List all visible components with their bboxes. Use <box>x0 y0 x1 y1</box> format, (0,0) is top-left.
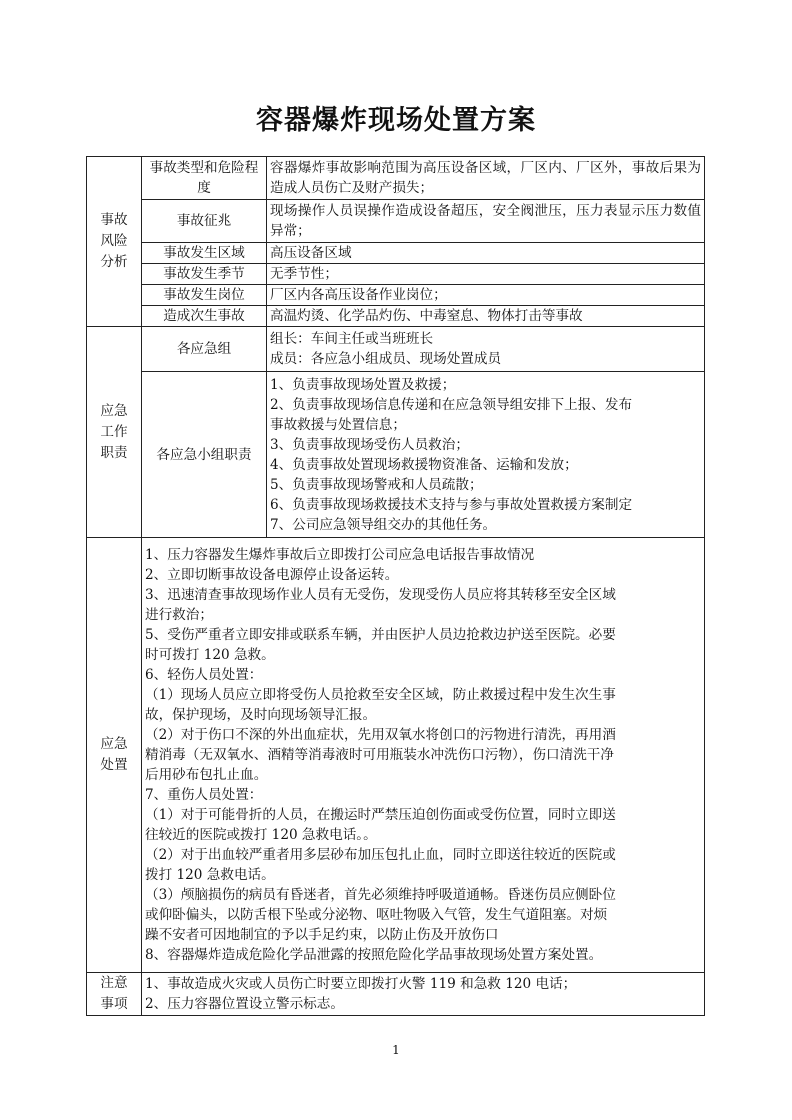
content-line: 3、负责事故现场受伤人员救治； <box>270 436 469 453</box>
response-content <box>142 538 705 973</box>
content-line: 7、公司应急领导组交办的其他任务。 <box>270 516 497 533</box>
content-line: 3、迅速清查事故现场作业人员有无受伤，发现受伤人员应将其转移至安全区域 <box>145 587 616 603</box>
risk-item-label: 事故类型和危险程度 <box>142 157 267 200</box>
group-label: 各应急组 <box>142 327 267 372</box>
risk-item-label: 事故发生区域 <box>142 243 267 264</box>
emergency-response-cell <box>87 538 142 973</box>
content-line: （2）对于出血较严重者用多层砂布加压包扎止血，同时立即送往较近的医院或 <box>145 847 616 863</box>
risk-item-content: 无季节性； <box>267 264 705 285</box>
content-line: 或仰卧偏头，以防舌根下坠或分泌物、呕吐物吸入气管，发生气道阻塞。对烦 <box>145 907 608 923</box>
content-line: （2）对于伤口不深的外出血症状，先用双氧水将创口的污物进行清洗，再用酒 <box>145 727 616 743</box>
risk-item-content: 高温灼烫、化学品灼伤、中毒窒息、物体打击等事故 <box>267 306 705 327</box>
risk-row <box>87 306 705 327</box>
content-line: 2、立即切断事故设备电源停止设备运转。 <box>145 567 399 583</box>
content-line: 4、负责事故处置现场救援物资准备、运输和发放； <box>270 456 578 473</box>
risk-analysis-label: 事故风险分析 <box>100 212 128 270</box>
risk-row <box>87 285 705 306</box>
content-line: （1）现场人员应立即将受伤人员抢救至安全区域，防止救援过程中发生次生事 <box>145 687 616 703</box>
content-line: 6、轻伤人员处置： <box>145 667 263 683</box>
risk-item-content: 高压设备区域 <box>267 243 705 264</box>
duty-row <box>87 327 705 372</box>
risk-item-label: 造成次生事故 <box>142 306 267 327</box>
content-line: 8、容器爆炸造成危险化学品泄露的按照危险化学品事故现场处置方案处置。 <box>145 947 603 963</box>
risk-item-label: 事故征兆 <box>142 200 267 243</box>
emergency-duty-label: 应急工作职责 <box>100 402 128 461</box>
notes-row <box>87 973 705 1016</box>
risk-item-content: 厂区内各高压设备作业岗位； <box>267 285 705 306</box>
tasks-content <box>267 372 705 538</box>
content-line: 进行救治； <box>145 607 213 623</box>
content-line: （1）对于可能骨折的人员，在搬运时严禁压迫创伤面或受伤位置，同时立即送 <box>145 807 616 823</box>
document-title: 容器爆炸现场处置方案 <box>256 105 536 136</box>
content-line: 6、负责事故现场救援技术支持与参与事故处置救援方案制定 <box>270 496 633 513</box>
notes-cell <box>87 973 142 1016</box>
risk-row <box>87 243 705 264</box>
content-line: 往较近的医院或拨打 120 急救电话。。 <box>145 827 377 843</box>
content-line: 后用砂布包扎止血。 <box>145 767 268 783</box>
content-line: 故，保护现场，及时向现场领导汇报。 <box>145 707 377 723</box>
content-line: 7、重伤人员处置： <box>145 787 263 803</box>
emergency-response-label: 应急处置 <box>100 736 128 773</box>
content-line: 2、压力容器位置设立警示标志。 <box>145 996 344 1012</box>
risk-item-content: 现场操作人员误操作造成设备超压，安全阀泄压，压力表显示压力数值异常； <box>267 200 705 243</box>
content-line: 2、负责事故现场信息传递和在应急领导组安排下上报、发布 <box>270 396 633 413</box>
content-line: 1、负责事故现场处置及救援； <box>270 376 456 393</box>
content-line: 躁不安者可因地制宜的予以手足约束，以防止伤及开放伤口 <box>145 927 499 943</box>
content-line: 事故救援与处置信息； <box>270 416 406 433</box>
risk-row <box>87 264 705 285</box>
content-line: 1、事故造成火灾或人员伤亡时要立即拨打火警 119 和急救 120 电话； <box>145 976 577 992</box>
content-line: 时可拨打 120 急救。 <box>145 647 275 663</box>
risk-analysis-cell <box>87 157 142 327</box>
risk-item-content: 容器爆炸事故影响范围为高压设备区域，厂区内、厂区外，事故后果为造成人员伤亡及财产损失； <box>267 157 705 200</box>
page-number: 1 <box>392 1043 400 1057</box>
content-line: 5、受伤严重者立即安排或联系车辆，并由医护人员边抢救边护送至医院。必要 <box>145 627 616 643</box>
emergency-plan-table <box>86 156 705 1016</box>
risk-row <box>87 157 705 200</box>
content-line: 成员：各应急小组成员、现场处置成员 <box>270 351 502 367</box>
content-line: 1、压力容器发生爆炸事故后立即拨打公司应急电话报告事故情况 <box>145 547 535 563</box>
notes-label: 注意事项 <box>100 975 128 1012</box>
group-content <box>267 327 705 372</box>
content-line: 拨打 120 急救电话。 <box>145 867 275 883</box>
content-line: 5、负责事故现场警戒和人员疏散； <box>270 476 483 493</box>
emergency-duty-cell <box>87 327 142 538</box>
content-line: （3）颅脑损伤的病员有昏迷者，首先必须维持呼吸道通畅。昏迷伤员应侧卧位 <box>145 887 616 903</box>
duty-row <box>87 372 705 538</box>
notes-content <box>142 973 705 1016</box>
content-line: 精消毒（无双氧水、酒精等消毒液时可用瓶装水冲洗伤口污物），伤口清洗干净 <box>145 747 614 763</box>
tasks-label: 各应急小组职责 <box>142 372 267 538</box>
risk-item-label: 事故发生岗位 <box>142 285 267 306</box>
risk-row <box>87 200 705 243</box>
content-line: 组长：车间主任或当班班长 <box>270 331 434 347</box>
response-row <box>87 538 705 973</box>
risk-item-label: 事故发生季节 <box>142 264 267 285</box>
